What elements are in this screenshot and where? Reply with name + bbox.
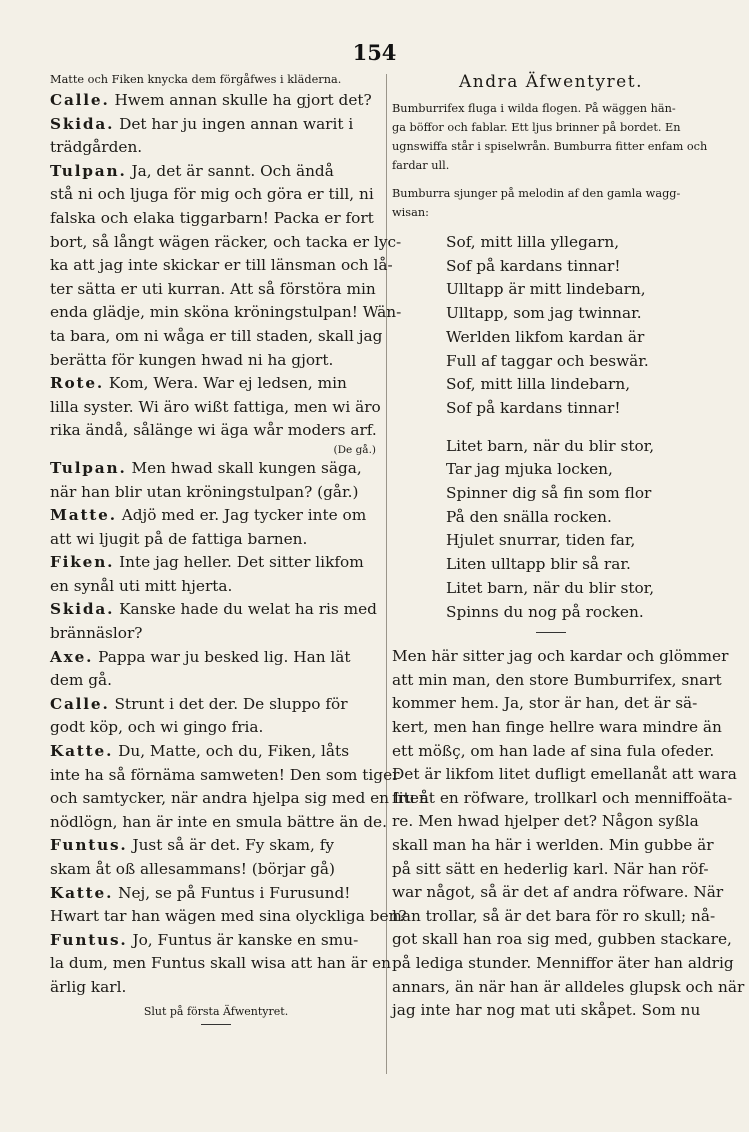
song-verse-1 — [446, 231, 710, 421]
dialogue-text: brännäslor? — [50, 624, 143, 643]
dialogue-line — [50, 882, 382, 906]
verse-line: Tar jag mjuka locken, — [446, 460, 613, 479]
dialogue-text: Nej, se på Funtus i Furusund! — [118, 883, 351, 902]
song-intro-line: wisan: — [392, 206, 429, 219]
speaker-name: Skida. — [50, 600, 115, 619]
speaker-name: Rote. — [50, 374, 105, 393]
dialogue-line — [50, 575, 382, 599]
dialogue-line — [50, 834, 382, 858]
dialogue-text: enda glädje, min sköna kröningstulpan! Wän- — [50, 303, 402, 322]
dialogue-text: ärlig karl. — [50, 977, 127, 996]
verse-line: Litet barn, när du blir stor, — [446, 578, 655, 597]
end-of-act-note: Slut på första Äfwentyret. — [143, 1004, 289, 1018]
dialogue-line — [50, 811, 387, 835]
prose-line: war något, så är det af andra röfware. När — [392, 883, 724, 902]
prose-line: ett mößç, om han lade af sina fula ofeder. — [392, 741, 715, 760]
dialogue-text: Kom, Wera. War ej ledsen, min — [108, 374, 347, 393]
dialogue-text: Det har ju ingen annan warit i — [119, 114, 354, 133]
prose-line: got skall han roa sig med, gubben stackare, — [392, 930, 732, 949]
dialogue-line — [50, 528, 382, 552]
song-verse-2 — [446, 435, 710, 625]
prose-line: Men här sitter jag och kardar och glömmer — [392, 647, 729, 666]
dialogue-text: ter sätta er uti kurran. Att så förstöra min — [50, 279, 376, 298]
dialogue-line — [50, 669, 382, 693]
dialogue-line — [50, 504, 382, 528]
dialogue-text: dem gå. — [50, 671, 112, 690]
speaker-name: Funtus. — [50, 836, 128, 855]
dialogue-text: när han blir utan kröningstulpan? (går.) — [50, 482, 359, 501]
dialogue-text: skam åt oß allesammans! (börjar gå) — [50, 860, 335, 878]
dialogue-text: Men hwad skall kungen säga, — [131, 458, 362, 477]
dialogue-text: la dum, men Funtus skall wisa att han är en — [50, 954, 391, 973]
dialogue-line — [50, 764, 400, 788]
dialogue-line — [50, 457, 382, 481]
dialogue-line — [50, 89, 382, 113]
page-number: 154 — [352, 40, 397, 65]
verse-line: Full af taggar och beswär. — [446, 351, 649, 370]
dialogue-text: och samtycker, när andra hjelpa sig med en liten — [50, 789, 429, 808]
dialogue-text: Hwart tar han wägen med sina olyckliga ben? — [50, 907, 407, 926]
verse-line: Sof, mitt lilla lindebarn, — [446, 375, 631, 394]
dialogue-line — [50, 787, 429, 811]
dialogue-line — [50, 160, 382, 184]
prose-line: Det är likfom litet dufligt emellanåt att wara — [392, 765, 737, 784]
dialogue-text: godt köp, och wi gingo fria. — [50, 718, 264, 737]
stage-direction-line: Matte och Fiken knycka dem förgåfwes i kläderna. — [50, 73, 342, 86]
song-introduction — [392, 184, 710, 222]
right-column — [392, 70, 745, 1023]
prose-line: re. Men hwad hjelper det? Någon syßla — [392, 812, 699, 831]
verse-line: Spinns du nog på rocken. — [446, 602, 644, 621]
dialogue-text: lilla syster. Wi äro wißt fattiga, men wi äro — [50, 397, 381, 416]
dialogue-line — [50, 976, 382, 1000]
dialogue-line — [50, 929, 382, 953]
dialogue-line — [50, 419, 382, 443]
dialogue-line — [50, 349, 382, 373]
dialogue-line — [50, 622, 382, 646]
dialogue-text: Kanske hade du welat ha ris med — [119, 600, 377, 619]
dialogue-text: Jo, Funtus är kanske en smu- — [132, 930, 359, 949]
dialogue-text: Strunt i det der. De sluppo för — [114, 694, 348, 713]
dialogue-line — [50, 183, 382, 207]
dialogue-text: Ja, det är sannt. Och ändå — [131, 161, 334, 180]
stage-description-line: ugnswiffa står i spiselwrån. Bumburra fitter enfam och — [392, 140, 708, 153]
dialogue-line — [50, 396, 382, 420]
dialogue-line — [50, 952, 391, 976]
dialogue-text: Hwem annan skulle ha gjort det? — [114, 91, 372, 109]
dialogue-line — [50, 207, 382, 231]
verse-line: Hjulet snurrar, tiden far, — [446, 531, 636, 550]
stage-description-line: fardar ull. — [392, 159, 450, 172]
prose-line: skall man ha här i werlden. Min gubbe är — [392, 836, 714, 854]
dialogue-text: inte ha så förnäma samweten! Den som tiger — [50, 765, 400, 784]
prose-line: fru åt en röfware, trollkarl och menniffoäta- — [392, 788, 733, 807]
dialogue-line — [50, 646, 382, 670]
dialogue-line — [50, 136, 382, 160]
dialogue-line — [50, 551, 382, 575]
dialogue-line — [50, 598, 382, 622]
dialogue-line — [50, 325, 382, 349]
act-title: Andra Äfwentyret. — [459, 72, 643, 92]
dialogue-text: stå ni och ljuga för mig och göra er till, ni — [50, 185, 374, 204]
verse-line: Litet barn, när du blir stor, — [446, 436, 655, 455]
dialogue-text: Inte jag heller. Det sitter likfom — [119, 553, 364, 572]
verse-line: Ulltapp är mitt lindebarn, — [446, 280, 646, 299]
dialogue-text: rika ändå, sålänge wi äga wår moders arf. — [50, 421, 377, 440]
stage-description — [392, 99, 710, 175]
speaker-name: Calle. — [50, 91, 110, 109]
song-intro-line: Bumburra sjunger på melodin af den gamla wagg- — [392, 187, 681, 200]
dialogue-text: Adjö med er. Jag tycker inte om — [121, 506, 367, 525]
speaker-name: Katte. — [50, 883, 114, 902]
speaker-name: Skida. — [50, 114, 115, 133]
dialogue-line — [50, 858, 382, 882]
dialogue-line — [50, 372, 382, 396]
speaker-name: Axe. — [50, 647, 94, 666]
dialogue-text: Du, Matte, och du, Fiken, låts — [118, 742, 350, 761]
dialogue-text: Just så är det. Fy skam, fy — [132, 836, 335, 855]
dialogue-text: nödlögn, han är inte en smula bättre än de. — [50, 812, 387, 831]
dialogue-text: Pappa war ju besked lig. Han lät — [98, 647, 351, 666]
stage-description-line: Bumburrifex fluga i wilda flogen. På wäggen hän- — [392, 102, 676, 115]
speaker-name: Funtus. — [50, 930, 128, 949]
dialogue-text: ka att jag inte skickar er till länsman och lå- — [50, 256, 393, 275]
dialogue-line — [50, 301, 402, 325]
prose-line: på lediga stunder. Menniffor äter han aldrig — [392, 953, 734, 972]
dialogue-text: bort, så långt wägen räcker, och tacka er lyc- — [50, 232, 402, 251]
prose-line: jag inte har nog mat uti skåpet. Som nu — [392, 1001, 701, 1020]
section-rule — [536, 632, 566, 633]
prose-line: han trollar, så är det bara för ro skull; nå- — [392, 906, 716, 925]
speaker-name: Fiken. — [50, 553, 115, 572]
prose-line: kommer hem. Ja, stor är han, det är sä- — [392, 694, 698, 713]
dialogue-text: berätta för kungen hwad ni ha gjort. — [50, 350, 334, 369]
verse-line: Spinner dig så fin som flor — [446, 484, 652, 503]
dialogue-line — [50, 231, 402, 255]
speaker-name: Tulpan. — [50, 161, 127, 180]
speaker-name: Calle. — [50, 694, 110, 713]
prose-line: att min man, den store Bumburrifex, snart — [392, 670, 722, 689]
dialogue-text: en synål uti mitt hjerta. — [50, 576, 233, 595]
dialogue-line — [50, 254, 393, 278]
end-rule — [201, 1024, 231, 1025]
dialogue-line — [50, 481, 382, 505]
verse-line: Liten ulltapp blir så rar. — [446, 555, 631, 574]
dialogue-text: falska och elaka tiggarbarn! Packa er fort — [50, 208, 374, 227]
stage-description-line: ga böffor och fablar. Ett ljus brinner på bordet. En — [392, 121, 681, 134]
dialogue-text: ta bara, om ni wåga er till staden, skall jag — [50, 326, 383, 345]
speaker-name: Katte. — [50, 742, 114, 761]
dialogue-line — [50, 716, 382, 740]
prose-line: annars, än när han är alldeles glupsk och när — [392, 977, 745, 996]
verse-line: Sof, mitt lilla yllegarn, — [446, 233, 620, 251]
verse-line: Ulltapp, som jag twinnar. — [446, 304, 642, 323]
speaker-name: Tulpan. — [50, 458, 127, 477]
prose-line: kert, men han finge hellre wara mindre än — [392, 718, 722, 737]
dialogue-line — [50, 278, 382, 302]
verse-line: Sof på kardans tinnar! — [446, 256, 621, 275]
verse-line: Werlden likfom kardan är — [446, 327, 645, 346]
verse-line: På den snälla rocken. — [446, 507, 612, 526]
dialogue-line — [50, 905, 407, 929]
dialogue-text: att wi ljugit på de fattiga barnen. — [50, 529, 308, 548]
monologue-text — [392, 645, 745, 1023]
dialogue-text: trädgården. — [50, 138, 143, 157]
speaker-name: Matte. — [50, 506, 117, 525]
dialogue-line — [50, 693, 382, 717]
dialogue-line — [50, 113, 382, 137]
dialogue-line — [50, 740, 382, 764]
prose-line: på sitt sätt en hederlig karl. När han röf- — [392, 859, 709, 878]
stage-direction: (De gå.) — [333, 443, 376, 456]
verse-line: Sof på kardans tinnar! — [446, 398, 621, 417]
